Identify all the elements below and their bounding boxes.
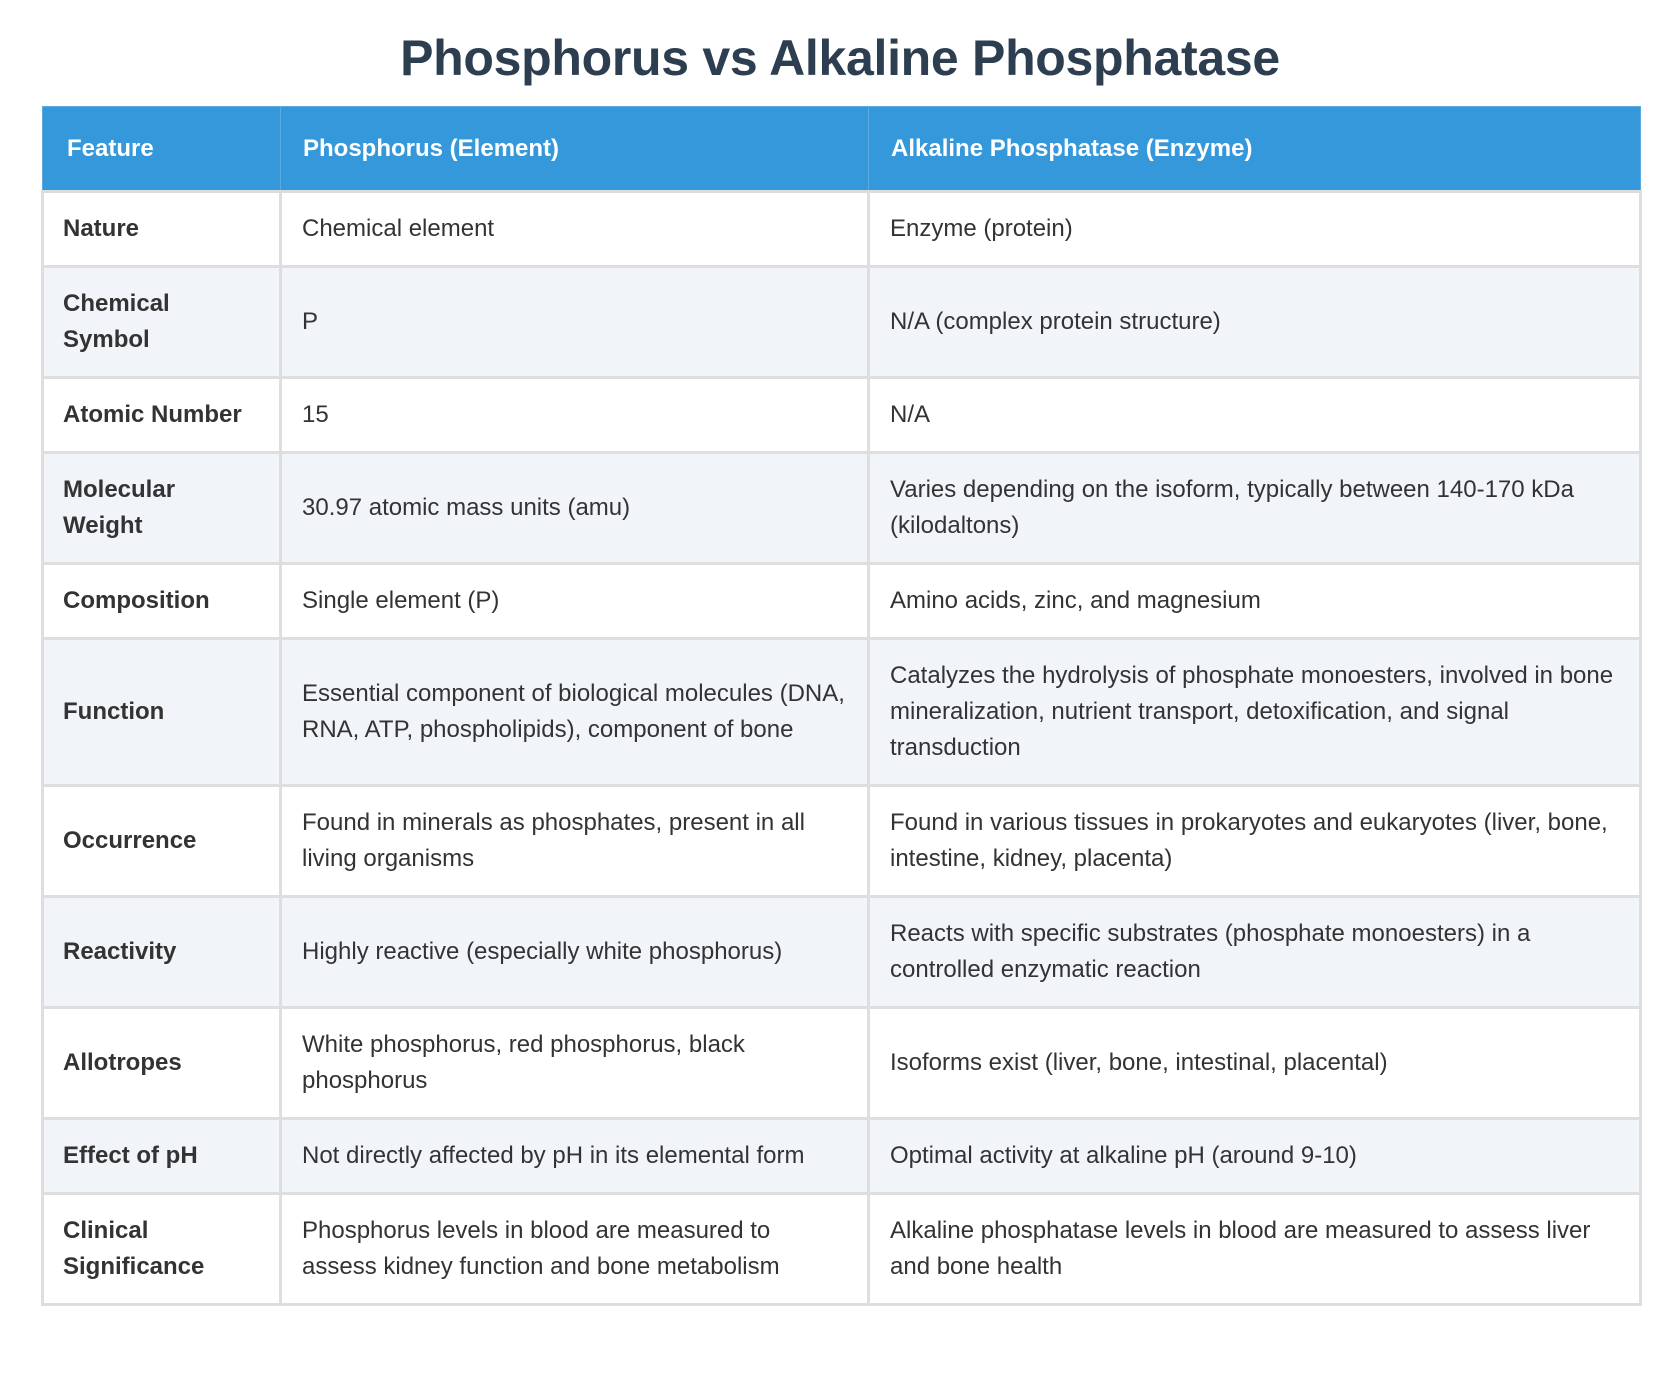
alp-cell: Alkaline phosphatase levels in blood are measured to assess liver and bone health — [869, 1194, 1641, 1305]
alp-cell: Amino acids, zinc, and magnesium — [869, 564, 1641, 639]
column-header-feature: Feature — [43, 107, 281, 192]
table-body — [43, 192, 1641, 1305]
table-row-atomic-number — [43, 378, 1641, 453]
table-row-reactivity — [43, 897, 1641, 1008]
comparison-table — [41, 106, 1642, 1306]
phosphorus-cell: 30.97 atomic mass units (amu) — [281, 453, 869, 564]
phosphorus-cell: White phosphorus, red phosphorus, black phosphorus — [281, 1008, 869, 1119]
column-header-phosphorus: Phosphorus (Element) — [281, 107, 869, 192]
page-title: Phosphorus vs Alkaline Phosphatase — [400, 30, 1280, 86]
table-row-clinical-significance — [43, 1194, 1641, 1305]
phosphorus-cell: P — [281, 267, 869, 378]
comparison-table-container — [41, 106, 1639, 1306]
table-row-chemical-symbol — [43, 267, 1641, 378]
phosphorus-cell: Essential component of biological molecules (DNA, RNA, ATP, phospholipids), component of bone — [281, 639, 869, 786]
table-row-nature — [43, 192, 1641, 267]
table-row-function — [43, 639, 1641, 786]
header-row — [43, 107, 1641, 192]
phosphorus-cell: 15 — [281, 378, 869, 453]
phosphorus-cell: Chemical element — [281, 192, 869, 267]
feature-cell: Nature — [43, 192, 281, 267]
alp-cell: Catalyzes the hydrolysis of phosphate monoesters, involved in bone mineralization, nutrient transport, detoxification, and signal transduction — [869, 639, 1641, 786]
table-row-molecular-weight — [43, 453, 1641, 564]
feature-cell: Molecular Weight — [43, 453, 281, 564]
alp-cell: N/A (complex protein structure) — [869, 267, 1641, 378]
alp-cell: Optimal activity at alkaline pH (around 9-10) — [869, 1119, 1641, 1194]
alp-cell: Found in various tissues in prokaryotes and eukaryotes (liver, bone, intestine, kidney, placenta) — [869, 786, 1641, 897]
phosphorus-cell: Found in minerals as phosphates, present in all living organisms — [281, 786, 869, 897]
feature-cell: Occurrence — [43, 786, 281, 897]
feature-cell: Allotropes — [43, 1008, 281, 1119]
alp-cell: Varies depending on the isoform, typically between 140-170 kDa (kilodaltons) — [869, 453, 1641, 564]
phosphorus-cell: Highly reactive (especially white phosphorus) — [281, 897, 869, 1008]
table-row-allotropes — [43, 1008, 1641, 1119]
feature-cell: Chemical Symbol — [43, 267, 281, 378]
phosphorus-cell: Single element (P) — [281, 564, 869, 639]
table-row-occurrence — [43, 786, 1641, 897]
alp-cell: N/A — [869, 378, 1641, 453]
feature-cell: Effect of pH — [43, 1119, 281, 1194]
feature-cell: Atomic Number — [43, 378, 281, 453]
phosphorus-cell: Not directly affected by pH in its elemental form — [281, 1119, 869, 1194]
table-row-composition — [43, 564, 1641, 639]
alp-cell: Enzyme (protein) — [869, 192, 1641, 267]
alp-cell: Isoforms exist (liver, bone, intestinal, placental) — [869, 1008, 1641, 1119]
feature-cell: Reactivity — [43, 897, 281, 1008]
feature-cell: Function — [43, 639, 281, 786]
feature-cell: Composition — [43, 564, 281, 639]
alp-cell: Reacts with specific substrates (phosphate monoesters) in a controlled enzymatic reaction — [869, 897, 1641, 1008]
column-header-alkaline-phosphatase: Alkaline Phosphatase (Enzyme) — [869, 107, 1641, 192]
table-header — [43, 107, 1641, 192]
feature-cell: Clinical Significance — [43, 1194, 281, 1305]
phosphorus-cell: Phosphorus levels in blood are measured to assess kidney function and bone metabolism — [281, 1194, 869, 1305]
table-row-effect-of-ph — [43, 1119, 1641, 1194]
